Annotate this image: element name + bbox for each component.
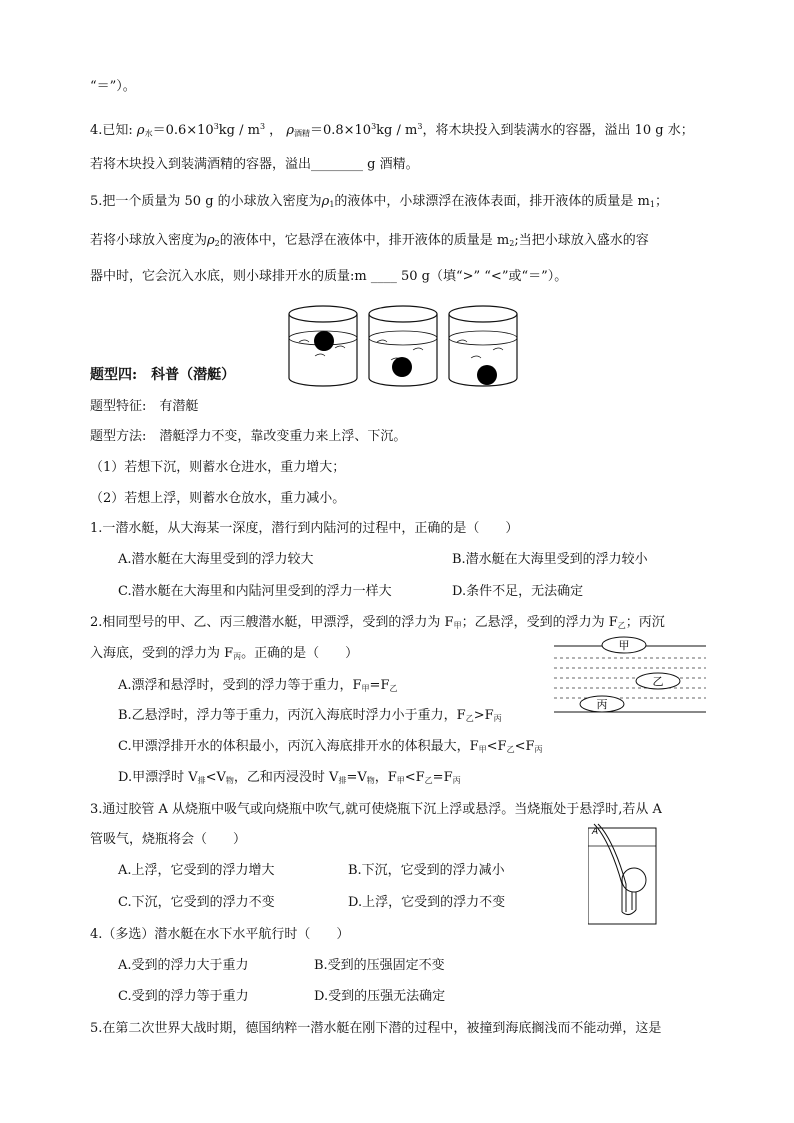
ball-suspended xyxy=(392,357,412,377)
submarine-yi xyxy=(636,673,680,689)
beakers-figure xyxy=(285,300,523,394)
ball-sunk xyxy=(477,365,497,385)
question-4-line1: 4.已知: $\rho_水=0.6\times 10^3kg / m^3$ ， $\rho_{酒精}=0.8\times 10^3kg / m^3$，将木块投入到装满水的容器，溢出 10 g 水； xyxy=(90,122,694,138)
question-5-line1: 5.把一个质量为 50 g 的小球放入密度为$\rho_1$的液体中，小球漂浮在液体表面，排开液体的质量是 $m_1$； xyxy=(90,194,668,209)
problem-4-stem: 4.（多选）潜水艇在水下水平航行时（ ） xyxy=(90,927,350,942)
problem-1-stem: 1.一潜水艇，从大海某一深度，潜行到内陆河的过程中，正确的是（ ） xyxy=(90,521,519,536)
submarine-jia xyxy=(602,637,646,653)
ball-floating xyxy=(314,331,334,351)
problem-3-stem-line1: 3.通过胶管 A 从烧瓶中吸气或向烧瓶中吹气,就可使烧瓶下沉上浮或悬浮。当烧瓶处于悬浮时,若从 A xyxy=(90,802,662,817)
problem-3-option-c: C.下沉，它受到的浮力不变 xyxy=(118,895,275,910)
problem-2-stem-line2: 入海底，受到的浮力为 $F_丙$。正确的是（ ） xyxy=(90,646,359,661)
problem-4-option-a: A.受到的浮力大于重力 xyxy=(118,958,249,973)
problem-1-option-d: D.条件不足，无法确定 xyxy=(452,584,584,599)
problem-2-option-a: A.漂浮和悬浮时，受到的浮力等于重力，$F_甲=F_乙$ xyxy=(118,678,398,693)
q3-tail: “＝”）。 xyxy=(90,79,136,94)
question-4-line2: 若将木块投入到装满酒精的容器，溢出________ g 酒精。 xyxy=(90,157,419,172)
problem-2-option-d: D.甲漂浮时 $V_排<V_物$，乙和丙浸没时 $V_排=V_物$，$F_甲<F_乙=F_丙$ xyxy=(118,770,461,785)
svg-text:A: A xyxy=(592,827,599,837)
problem-1-option-a: A.潜水艇在大海里受到的浮力较大 xyxy=(118,552,314,567)
section-feature: 题型特征: 有潜艇 xyxy=(90,399,199,414)
problem-1-option-c: C.潜水艇在大海里和内陆河里受到的浮力一样大 xyxy=(118,584,392,599)
submarine-bing xyxy=(580,696,624,712)
problem-3-option-d: D.上浮，它受到的浮力不变 xyxy=(348,895,506,910)
flask-figure xyxy=(588,822,658,926)
problem-3-stem-line2: 管吸气，烧瓶将会（ ） xyxy=(90,832,247,847)
problem-2-stem-line1: 2.相同型号的甲、乙、丙三艘潜水艇，甲漂浮，受到的浮力为 $F_甲$；乙悬浮，受到的浮力为 $F_乙$；丙沉 xyxy=(90,615,665,630)
problem-3-option-a: A.上浮，它受到的浮力增大 xyxy=(118,863,275,878)
svg-text:丙: 丙 xyxy=(596,698,608,711)
section-rule-2: （2）若想上浮，则蓄水仓放水，重力减小。 xyxy=(90,491,346,506)
section-method: 题型方法: 潜艇浮力不变，靠改变重力来上浮、下沉。 xyxy=(90,429,407,444)
problem-1-option-b: B.潜水艇在大海里受到的浮力较小 xyxy=(452,552,648,567)
problem-3-option-b: B.下沉，它受到的浮力减小 xyxy=(348,863,505,878)
section-rule-1: （1）若想下沉，则蓄水仓进水，重力增大； xyxy=(90,460,346,475)
submarines-figure xyxy=(554,634,706,716)
problem-5-stem: 5.在第二次世界大战时期，德国纳粹一潜水艇在刚下潜的过程中，被撞到海底搁浅而不能动弹，这是 xyxy=(90,1021,662,1036)
problem-4-option-c: C.受到的浮力等于重力 xyxy=(118,989,249,1004)
svg-text:乙: 乙 xyxy=(652,675,664,688)
svg-text:甲: 甲 xyxy=(618,639,630,652)
question-5-line2: 若将小球放入密度为$\rho_2$的液体中，它悬浮在液体中，排开液体的质量是 $m_2$;当把小球放入盛水的容 xyxy=(90,233,649,248)
problem-4-option-d: D.受到的压强无法确定 xyxy=(314,989,446,1004)
problem-2-option-c: C.甲漂浮排开水的体积最小，丙沉入海底排开水的体积最大，$F_甲<F_乙<F_丙$ xyxy=(118,739,543,754)
problem-2-option-b: B.乙悬浮时，浮力等于重力，丙沉入海底时浮力小于重力，$F_乙>F_丙$ xyxy=(118,708,502,723)
problem-4-option-b: B.受到的压强固定不变 xyxy=(314,958,445,973)
section-title: 题型四: 科普（潜艇） xyxy=(90,367,236,383)
question-5-line3: 器中时，它会沉入水底，则小球排开水的质量:m ____ 50 g（填“>” “<”或“＝”）。 xyxy=(90,269,568,284)
flask xyxy=(622,868,646,892)
